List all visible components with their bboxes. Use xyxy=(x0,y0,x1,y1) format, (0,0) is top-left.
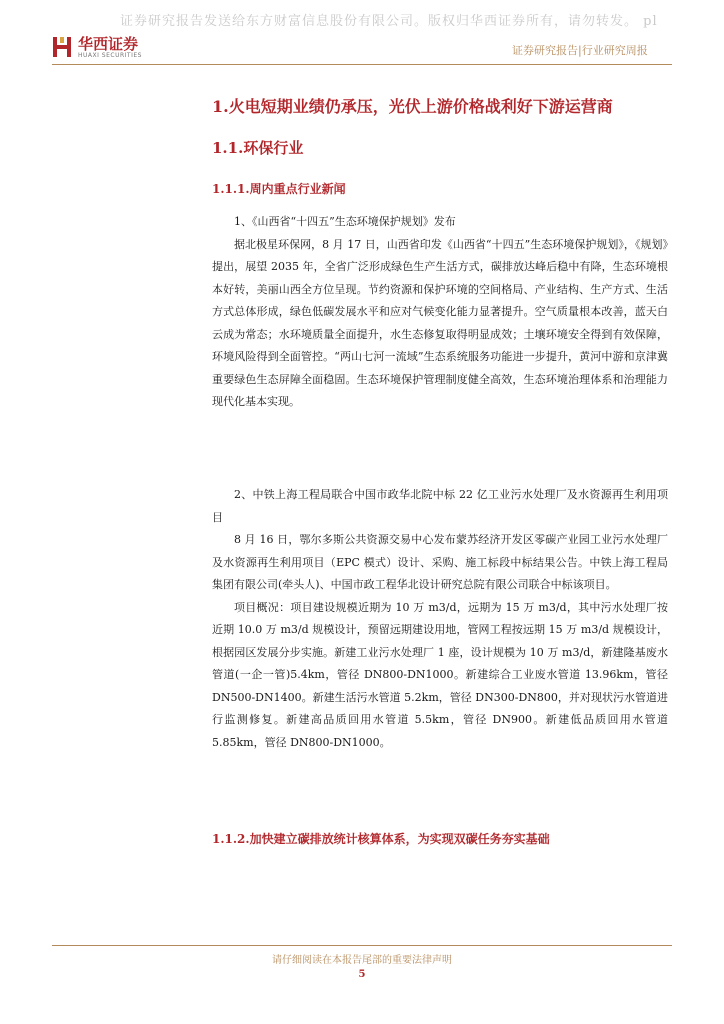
watermark: 证券研究报告发送给东方财富信息股份有限公司。版权归华西证券所有，请勿转发。 pl xyxy=(120,14,658,29)
section-heading-1-1: 1.1.环保行业 xyxy=(212,139,304,157)
huaxi-logo xyxy=(52,35,142,59)
news-body: 据北极星环保网，8 月 17 日，山西省印发《山西省“十四五”生态环境保护规划》，《规划》提出，展望 2035 年，全省广泛形成绿色生产生活方式，碳排放达峰后稳中有降，生态环境根本好转，美丽山西全方位呈现。节约资源和保护环境的空间格局、产业结构、生产方式、生活方式总体形成，绿色低碳发展水平和应对气候变化能力显著提升。空气质量根本改善，蓝天白云成为常态；水环境质量全面提升，水生态修复取得明显成效；土壤环境安全得到有效保障，环境风险得到全面管控。“两山七河一流域”生态系统服务功能进一步提升，黄河中游和京津冀重要绿色生态屏障全面稳固。生态环境保护管理制度健全高效，生态环境治理体系和治理能力现代化基本实现。 xyxy=(212,237,668,408)
news-item-1 xyxy=(212,211,668,414)
logo-text-en: HUAXI SECURITIES xyxy=(78,51,142,59)
news-title: 2、中铁上海工程局联合中国市政华北院中标 22 亿工业污水处理厂及水资源再生利用项目 xyxy=(212,488,668,524)
footer-divider xyxy=(52,945,672,946)
legal-notice: 请仔细阅读在本报告尾部的重要法律声明 xyxy=(272,955,452,966)
section-heading-1: 1.火电短期业绩仍承压，光伏上游价格战利好下游运营商 xyxy=(212,97,613,116)
news-title: 1、《山西省“十四五”生态环境保护规划》发布 xyxy=(234,215,456,228)
report-type-label: 证券研究报告|行业研究周报 xyxy=(512,44,648,57)
section-heading-1-1-2: 1.1.2.加快建立碳排放统计核算体系，为实现双碳任务夯实基础 xyxy=(212,832,550,846)
logo-text-cn: 华西证券 xyxy=(78,34,139,53)
news-body: 8 月 16 日，鄂尔多斯公共资源交易中心发布蒙苏经济开发区零碳产业园工业污水处理厂及水资源再生利用项目（EPC 模式）设计、采购、施工标段中标结果公告。中铁上海工程局集团有限公司(牵头人)、中国市政工程华北设计研究总院有限公司联合中标该项目。 xyxy=(212,533,668,591)
news-item-2 xyxy=(212,484,668,754)
huaxi-logo-icon xyxy=(52,35,72,59)
page-number: 5 xyxy=(358,969,366,980)
news-body: 项目概况：项目建设规模近期为 10 万 m3/d，远期为 15 万 m3/d，其中污水处理厂按近期 10.0 万 m3/d 规模设计，预留远期建设用地，管网工程按远期 15 万 m3/d 规模设计，根据园区发展分步实施。新建工业污水处理厂 1 座，设计规模为 10 万 m3/d，新建隆基废水管道(一企一管)5.4km，管径 DN800-DN1000。新建综合工业废水管道 13.96km，管径 DN500-DN1400。新建生活污水管道 5.2km，管径 DN300-DN800，并对现状污水管道进行监测修复。新建高品质回用水管道 5.5km，管径 DN900。新建低品质回用水管道 5.85km，管径 DN800-DN1000。 xyxy=(212,600,668,749)
section-heading-1-1-1: 1.1.1.周内重点行业新闻 xyxy=(212,182,346,196)
header-divider xyxy=(52,64,672,65)
